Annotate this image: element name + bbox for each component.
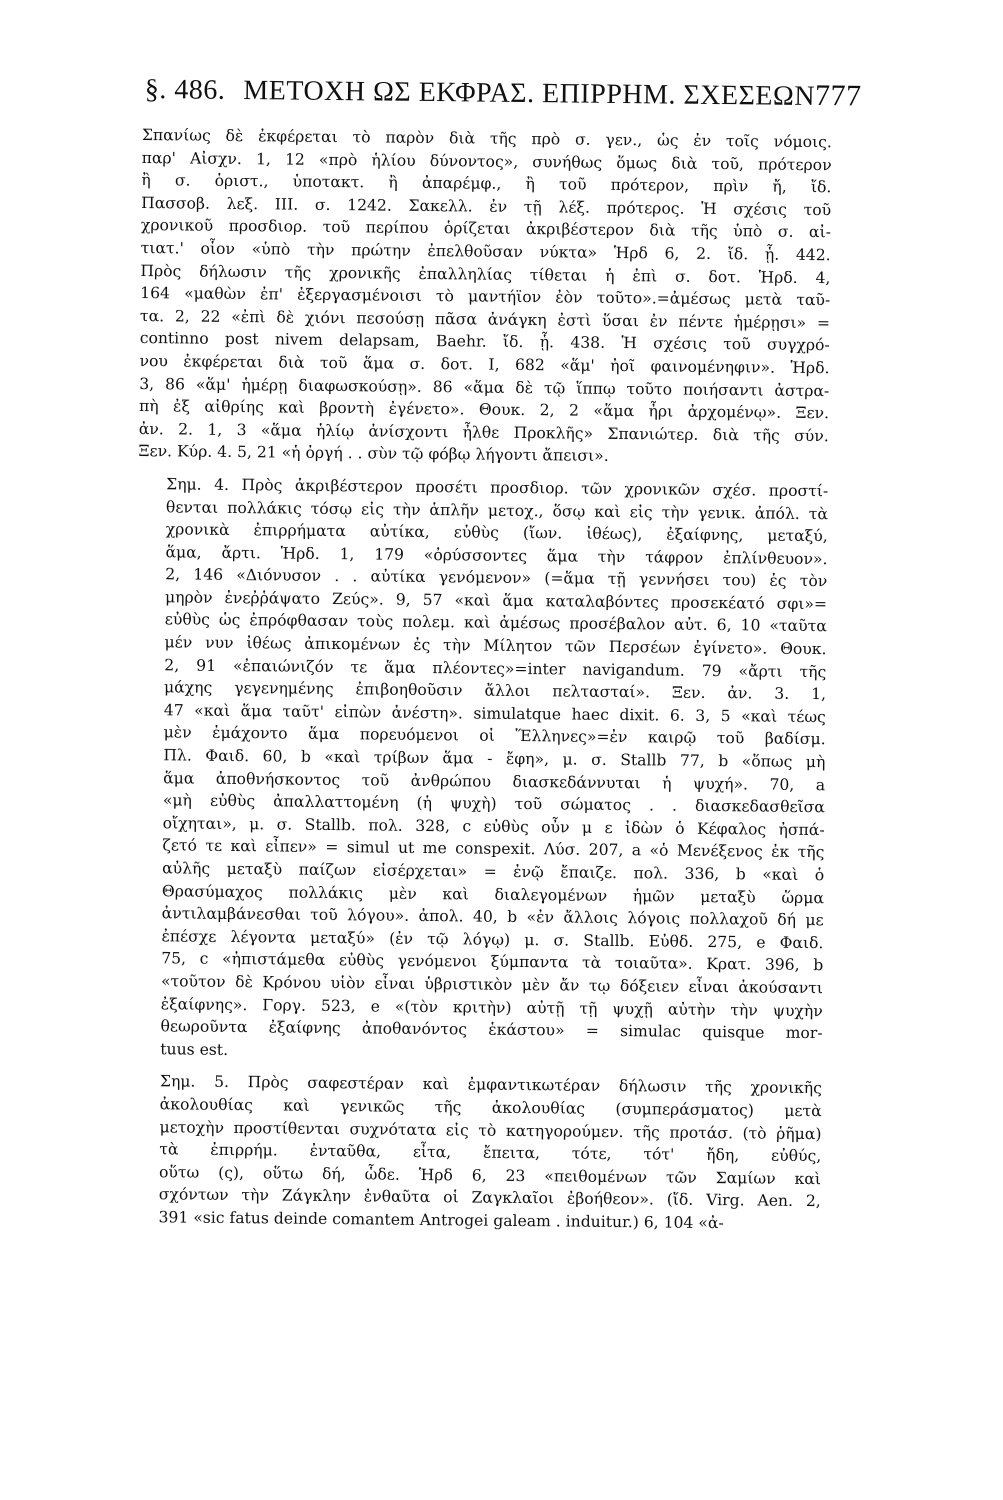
text-line: tuus est.	[160, 1039, 229, 1059]
text-line: ἅμα, ἄρτι. Ἡρδ. 1, 179 «ὀρύσσοντες ἅμα τὴν τάφρον ἐπλίνθευον».	[165, 542, 828, 568]
running-header	[144, 72, 862, 119]
section-number: §. 486.	[144, 73, 226, 106]
text-line: παρ' Αἰσχν. 1, 12 «πρὸ ἡλίου δύνοντος», συνήθως ὅμως διὰ τοῦ, πρότερον	[141, 148, 832, 174]
text-line: ἀντιλαμβάνεσθαι τοῦ λόγου». ἀπολ. 40, b «ἐν ἄλλοις λόγοις πολλαχοῦ δή με	[161, 904, 824, 930]
text-line: θενται πολλάκις τόσῳ εἰς τὴν ἁπλῆν μετοχ., ὅσῳ καὶ εἰς τὴν γενικ. ἀπόλ. τὰ	[165, 497, 829, 523]
text-line: μάχης γεγενημένης ἐπιβοηθοῦσιν ἄλλοι πελτασταί». Ξεν. ἀν. 3. 1,	[164, 678, 827, 704]
text-line: μὲν ἐμάχοντο ἅμα πορευόμενοι οἱ Ἕλληνες»=ἐν καιρῷ τοῦ βαδίσμ.	[163, 723, 826, 749]
text-line: μέν νυν ἰθέως ἀπικομένων ἐς τὴν Μίλητον τῶν Περσέων ἐγίνετο». Θουκ.	[164, 633, 827, 659]
text-line: σχόντων τὴν Ζάγκλην ἐνθαῦτα οἱ Ζαγκλαῖοι ἐβοήθεον». (ἴδ. Virg. Aen. 2,	[158, 1185, 821, 1211]
text-line: ἐξαίφνης». Γοργ. 523, e «(τὸν κριτὴν) αὐτῇ τῇ ψυχῇ αὐτὴν τὴν ψυχὴν	[160, 994, 823, 1020]
body-text	[130, 124, 832, 1236]
text-line: εὐθὺς ὡς ἐπρόφθασαν τοὺς πολεμ. καὶ ἀμέσως προσέβαλον αὐτ. 6, 10 «ταῦτα	[164, 610, 827, 636]
page-title: ΜΕΤΟΧΗ ΩΣ ΕΚΦΡΑΣ. ΕΠΙΡΡΗΜ. ΣΧΕΣΕΩΝ	[243, 75, 816, 113]
text-line: ἀν. 2. 1, 3 «ἅμα ἡλίῳ ἀνίσχοντι ἦλθε Προκλῆς» Σπανιώτερ. διὰ τῆς σύν.	[138, 419, 829, 445]
text-line: ζετό τε καὶ εἶπεν» = simul ut me conspexit. Λύσ. 207, a «ὁ Μενέξενος ἐκ τῆς	[162, 836, 825, 862]
text-line: μηρὸν ἐνεῤῥάψατο Ζεύς». 9, 57 «καὶ ἅμα καταλαβόντες προσεκέατό σφι»=	[164, 588, 828, 614]
text-line: ἅμα ἀποθνήσκοντος τοῦ ἀνθρώπου διασκεδάννυται ἡ ψυχή». 70, a	[163, 768, 826, 794]
text-line: Πλ. Φαιδ. 60, b «καὶ τρίβων ἅμα - ἔφη», μ. σ. Stallb 77, b «ὅπως μὴ	[163, 746, 826, 772]
text-line: Πασσοβ. λεξ. ΙΙΙ. σ. 1242. Σακελλ. ἐν τῇ λέξ. πρότερος. Ἡ σχέσις τοῦ	[141, 193, 832, 220]
text-line: 47 «καὶ ἅμα ταῦτ' εἰπὼν ἀνέστη». simulatque haec dixit. 6. 3, 5 «καὶ τέως	[163, 701, 826, 727]
text-line: Σημ. 4. Πρὸς ἀκριβέστερον προσέτι προσδιορ. τῶν χρονικῶν σχέσ. προστί-	[166, 475, 829, 501]
text-line: continno post nivem delapsam, Baehr. ἴδ. ᾗ. 438. Ἡ σχέσις τοῦ συγχρό-	[139, 329, 830, 355]
paragraph-2	[132, 473, 828, 1068]
text-line: ἢ σ. ὁριστ., ὑποτακτ. ἢ ἀπαρέμφ., ἢ τοῦ πρότερον, πρὶν ἤ, ἴδ.	[141, 171, 832, 197]
text-line: τιατ.' οἷον «ὑπὸ τὴν πρώτην ἐπελθοῦσαν νύκτα» Ἡρδ 6, 2. ἴδ. ᾗ. 442.	[140, 238, 831, 265]
text-line: ἀκολουθίας καὶ γενικῶς τῆς ἀκολουθίας (συμπεράσματος) μετὰ	[159, 1095, 822, 1121]
text-line: 3, 86 «ἅμ' ἡμέρῃ διαφωσκούσῃ». 86 «ἅμα δὲ τῷ ἵππῳ τοῦτο ποιήσαντι ἀστρα-	[139, 374, 830, 400]
text-line: μετοχὴν προστίθενται συχνότατα εἰς τὸ κατηγορούμεν. τῆς προτάσ. (τὸ ῥῆμα)	[159, 1117, 822, 1143]
text-line: χρονικὰ ἐπιρρήματα αὐτίκα, εὐθὺς (ἴων. ἰθέως), ἐξαίφνης, μεταξύ,	[165, 520, 828, 546]
text-line: Σημ. 5. Πρὸς σαφεστέραν καὶ ἐμφαντικωτέραν δήλωσιν τῆς χρονικῆς	[159, 1072, 823, 1098]
text-line: 391 «sic fatus deinde comantem Antrogei galeam . induitur.) 6, 104 «ἀ-	[158, 1208, 724, 1233]
text-line: 75, c «ἠπιστάμεθα εὐθὺς γενόμενοι ξύμπαντα τὰ τοιαῦτα». Κρατ. 396, b	[161, 949, 824, 975]
text-line: αὐλῆς μεταξὺ παίζων εἰσέρχεται» = ἐνῷ ἔπαιζε. πολ. 336, b «καὶ ὁ	[162, 859, 825, 885]
text-line: πὴ ἐξ αἰθρίης καὶ βροντὴ ἐγένετο». Θουκ. 2, 2 «ἅμα ἦρι ἀρχομένῳ». Ξεν.	[138, 397, 830, 423]
text-line: νου ἐκφέρεται διὰ τοῦ ἅμα σ. δοτ. Ι, 682 «ἅμ' ἠοῖ φαινομένηφιν». Ἡρδ.	[139, 351, 830, 378]
text-line: «μὴ εὐθὺς ἀπαλλαττομένη (ἡ ψυχὴ) τοῦ σώματος . . διασκεδασθεῖσα	[162, 791, 825, 817]
paragraph-1	[138, 124, 832, 470]
text-line: 164 «μαθὼν ἐπ' ἐξεργασμένοισι τὸ μαντήϊον ἐὸν τοῦτο».=ἀμέσως μετὰ ταῦ-	[140, 284, 831, 310]
paragraph-3	[130, 1070, 822, 1235]
text-line: Θρασύμαχος πολλάκις μὲν καὶ διαλεγομένων ἡμῶν μεταξὺ ὥρμα	[161, 881, 825, 907]
text-line: 2, 146 «Διόνυσον . . αὐτίκα γενόμενον» (=ἅμα τῇ γεννήσει του) ἐς τὸν	[165, 565, 828, 591]
text-line: Πρὸς δήλωσιν τῆς χρονικῆς ἐπαλληλίας τίθεται ἡ ἐπὶ σ. δοτ. Ἡρδ. 4,	[140, 261, 831, 287]
text-line: ἐπέσχε λέγοντα μεταξύ» (ἐν τῷ λόγῳ) μ. σ. Stallb. Εὐθδ. 275, e Φαιδ.	[161, 927, 824, 952]
text-line: οἴχηται», μ. σ. Stallb. πολ. 328, c εὐθὺς οὖν μ ε ἰδὼν ὁ Κέφαλος ἠσπά-	[162, 814, 825, 839]
text-line: θεωροῦντα ἐξαίφνης ἀποθανόντος ἑκάστου» = simulac quisque mor-	[160, 1017, 823, 1043]
text-line: οὕτω (ς), οὕτω δή, ὧδε. Ἡρδ 6, 23 «πειθομένων τῶν Σαμίων καὶ	[158, 1162, 822, 1188]
page-number: 777	[814, 79, 862, 113]
text-line: τὰ ἐπιρρήμ. ἐνταῦθα, εἶτα, ἔπειτα, τότε, τότ' ἤδη, εὐθύς,	[159, 1140, 822, 1166]
text-line: χρονικοῦ προσδιορ. τοῦ περίπου ὁρίζεται ἀκριβέστερον διὰ τῆς ὑπὸ σ. αἰ-	[140, 216, 831, 242]
text-line: 2, 91 «ἐπαιώνιζόν τε ἅμα πλέοντες»=inter navigandum. 79 «ἄρτι τῆς	[164, 655, 827, 681]
text-line: τα. 2, 22 «ἐπὶ δὲ χιόνι πεσούσῃ πᾶσα ἀνάγκη ἐστὶ ὕσαι ἐν πέντε ἡμέρῃσι» =	[139, 306, 831, 332]
text-line: «τοῦτον δὲ Κρόνου υἱὸν εἶναι ὑβριστικὸν μὲν ἄν τῳ δόξειεν εἶναι ἀκούσαντι	[160, 972, 824, 998]
text-line: Ξεν. Κύρ. 4. 5, 21 «ἡ ὀργή . . σὺν τῷ φόβῳ λήγοντι ἄπεισι».	[138, 442, 609, 466]
text-line: Σπανίως δὲ ἐκφέρεται τὸ παρὸν διὰ τῆς πρὸ σ. γεν., ὡς ἐν τοῖς νόμοις.	[141, 125, 832, 152]
